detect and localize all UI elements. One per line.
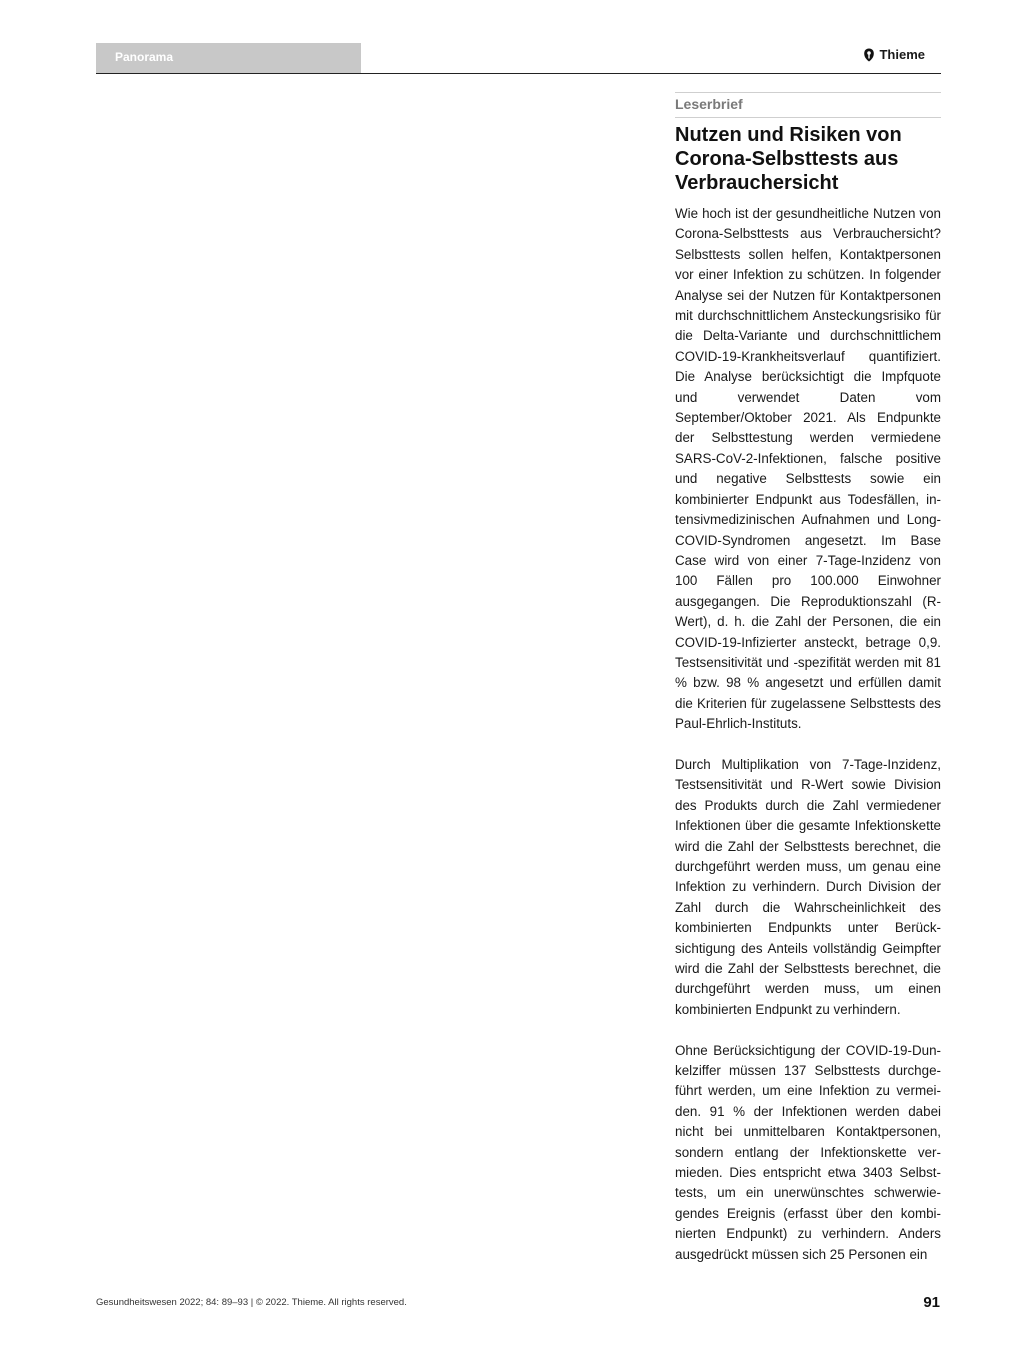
section-label: Panorama — [96, 43, 361, 74]
body-paragraph-1: Wie hoch ist der gesundheitliche Nutzen von Corona-Selbsttests aus Verbrauchersicht? Selbsttests sollen helfen, Kontaktpersonen vor einer Infektion zu schützen. In folgender Analyse sei der Nutzen für Kontaktpersonen mit durchschnittlichem Ansteckungsrisiko für die Delta-Variante und durchschnittlichem COVID-19-Krankheitsverlauf quantifiziert. Die Analyse berücksichtigt die Impfquote und verwendet Daten vom September/Oktober 2021. Als Endpunkte der Selbsttestung werden vermiedene SARS-CoV-2-Infektionen, falsche positive und negative Selbsttests sowie ein kombinierter Endpunkt aus Todesfällen, intensivmedizinischen Aufnahmen und Long-COVID-Syndromen angesetzt. Im Base Case wird von einer 7-Tage-Inzidenz von 100 Fällen pro 100.000 Einwohner ausgegangen. Die Reproduktionszahl (R-Wert), d. h. die Zahl der Personen, die ein COVID-19-Infizierter ansteckt, betrage 0,9. Testsensitivität und -spezifität werden mit 81 % bzw. 98 % angesetzt und erfüllen damit die Kriterien für zugelassene Selbsttests des Paul-Ehrlich-Instituts. — [675, 206, 941, 732]
article — [675, 92, 941, 1265]
body-paragraph-2: Durch Multiplikation von 7-Tage-Inzidenz, Testsensitivität und R-Wert sowie Division des Produkts durch die Zahl vermiedener Infektionen über die gesamte Infektionskette wird die Zahl der Selbsttests berechnet, die durchgeführt werden muss, um genau eine Infektion zu verhindern. Durch Division der Zahl durch die Wahrscheinlichkeit des kombinierten Endpunkts unter Berücksichtigung des Anteils vollständig Geimpfter wird die Zahl der Selbsttests berechnet, die durchgeführt werden muss, um einen kombinierten Endpunkt zu verhindern. — [675, 756, 941, 1017]
article-kicker: Leserbrief — [675, 92, 941, 118]
body-paragraph-3: Ohne Berücksichtigung der COVID-19-Dunkelziffer müssen 137 Selbsttests durchgeführt werden, um eine Infektion zu vermeiden. 91 % der Infektionen werden dabei nicht bei unmittelbaren Kontaktpersonen, sondern entlang der Infektionskette vermieden. Dies entspricht etwa 3403 Selbsttests, um ein unerwünschtes schwerwiegendes Ereignis (erfasst über den kombinierten Endpunkt) zu verhindern. Anders ausgedrückt müssen sich 25 Personen ein — [675, 1042, 941, 1262]
publisher-name: Thieme — [879, 47, 925, 62]
header-rule — [96, 73, 941, 74]
page-number: 91 — [923, 1294, 940, 1311]
article-title: Nutzen und Risiken von Corona-Selbsttests aus Verbrauchersicht — [675, 124, 902, 194]
publisher-logo — [863, 47, 925, 62]
footer-citation: Gesundheitswesen 2022; 84: 89–93 | © 2022. Thieme. All rights reserved. — [96, 1297, 407, 1308]
thieme-emblem-icon — [863, 48, 875, 62]
